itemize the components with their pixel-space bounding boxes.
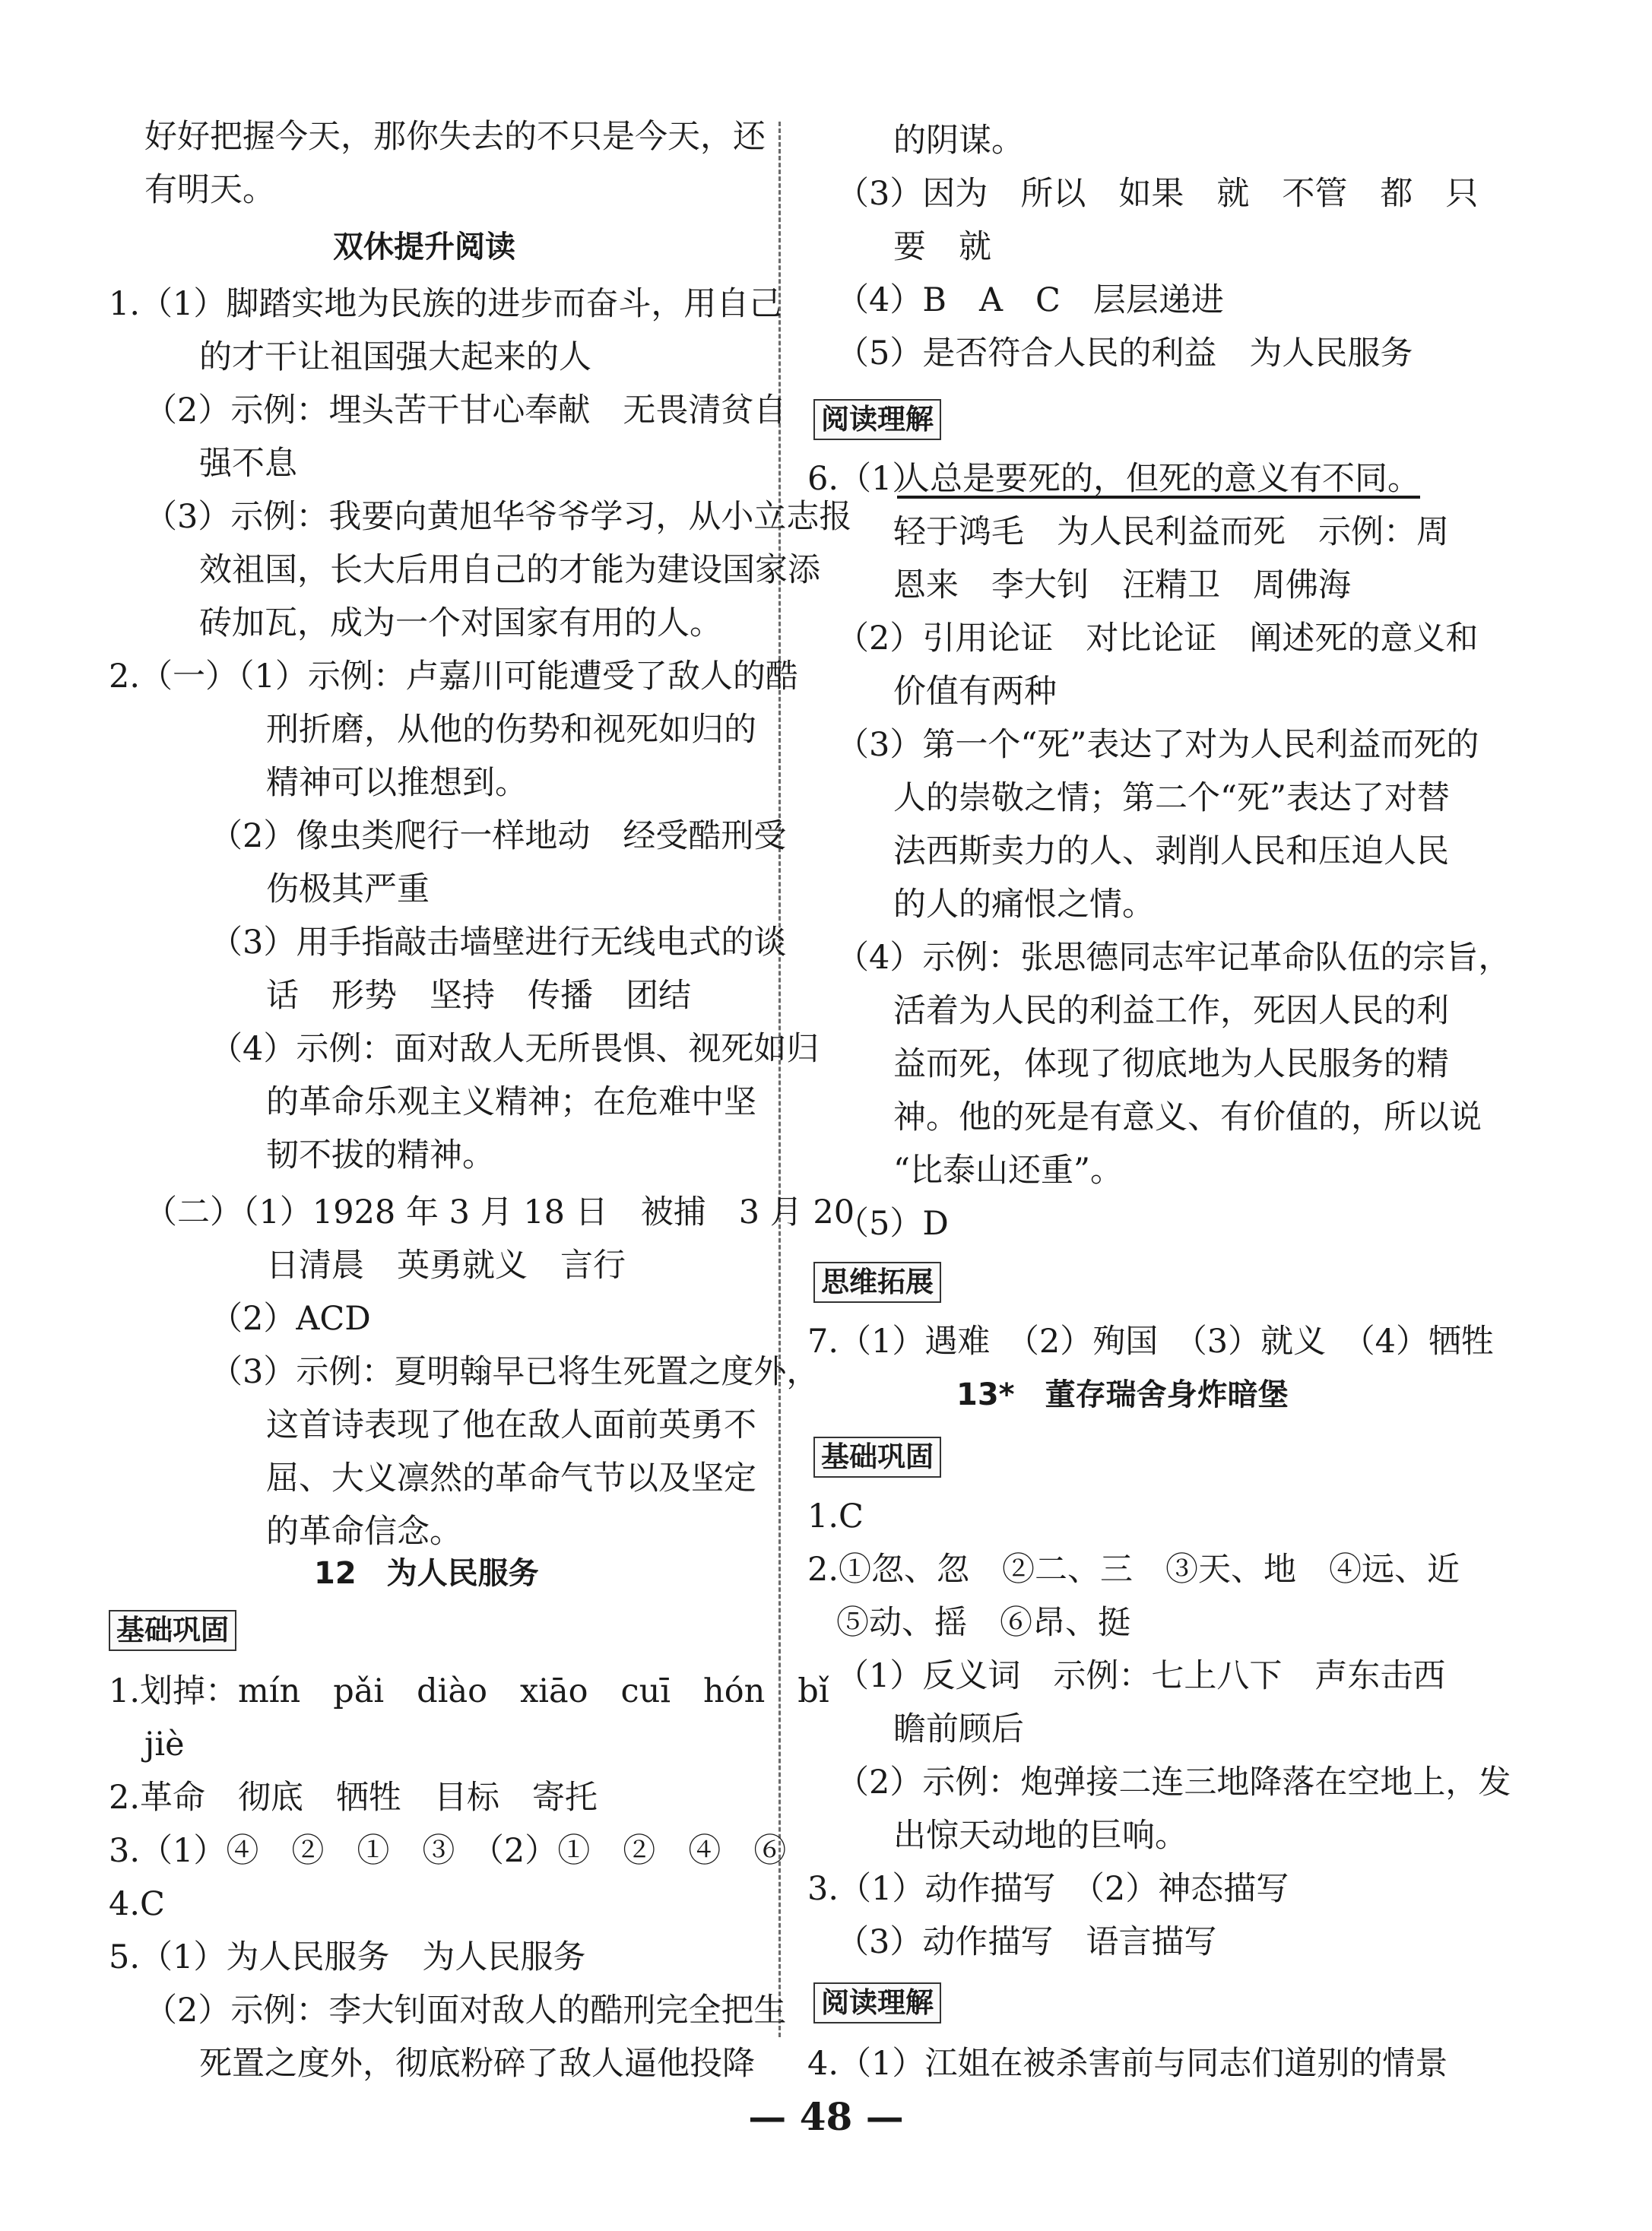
answer-line: 死置之度外，彻底粉碎了敌人逼他投降 xyxy=(199,2045,755,2083)
answer-line: “比泰山还重”。 xyxy=(893,1152,1123,1190)
answer-line: （4）示例：张思德同志牢记革命队伍的宗旨， xyxy=(836,939,1511,977)
section-box-thinking: 思维拓展 xyxy=(813,1262,941,1303)
underlined-quote: 人总是要死的，但死的意义有不同。 xyxy=(897,460,1420,498)
answer-line: （2）像虫类爬行一样地动 经受酷刑受 xyxy=(210,817,787,855)
section-title: 双休提升阅读 xyxy=(333,230,515,265)
text-line: 有明天。 xyxy=(144,171,275,209)
answer-line: 法西斯卖力的人、剥削人民和压迫人民 xyxy=(893,832,1449,870)
answer-line: （3）示例：我要向黄旭华爷爷学习，从小立志报 xyxy=(144,498,852,536)
answer-line: 要 就 xyxy=(893,228,991,266)
answer-line: （4）B A C 层层递进 xyxy=(836,281,1224,319)
answer-line: （2）示例：埋头苦干甘心奉献 无畏清贫自 xyxy=(144,391,787,429)
answer-line: 5.（1）为人民服务 为人民服务 xyxy=(109,1938,586,1976)
answer-line: （2）示例：炮弹接二连三地降落在空地上，发 xyxy=(836,1764,1511,1802)
answer-line: 这首诗表现了他在敌人面前英勇不 xyxy=(266,1406,756,1444)
answer-line: 强不息 xyxy=(199,445,297,483)
answer-line: （1）反义词 示例：七上八下 声东击西 xyxy=(836,1657,1446,1695)
answer-line: 韧不拔的精神。 xyxy=(266,1136,495,1174)
answer-line: 的人的痛恨之情。 xyxy=(893,886,1155,924)
answer-line: 瞻前顾后 xyxy=(893,1710,1024,1748)
answer-line: 7.（1）遇难 （2）殉国 （3）就义 （4）牺牲 xyxy=(807,1323,1494,1361)
answer-line: jiè xyxy=(144,1726,185,1764)
answer-line: 4.（1）江姐在被杀害前与同志们道别的情景 xyxy=(807,2045,1448,2083)
answer-line: （4）示例：面对敌人无所畏惧、视死如归 xyxy=(210,1030,820,1068)
answer-line: 的革命信念。 xyxy=(266,1513,462,1551)
answer-line: （2）ACD xyxy=(210,1300,371,1338)
section-box-basic: 基础巩固 xyxy=(813,1437,941,1478)
answer-line: 4.C xyxy=(109,1885,165,1923)
answer-line: 话 形势 坚持 传播 团结 xyxy=(266,977,691,1015)
answer-line: 伤极其严重 xyxy=(266,870,430,908)
answer-line: 屈、大义凛然的革命气节以及坚定 xyxy=(266,1459,756,1497)
answer-line: 刑折磨，从他的伤势和视死如归的 xyxy=(266,711,756,749)
answer-line: ⑤动、摇 ⑥昂、挺 xyxy=(836,1604,1130,1642)
answer-line: 益而死，体现了彻底地为人民服务的精 xyxy=(893,1045,1449,1083)
section-box-reading: 阅读理解 xyxy=(813,1982,941,2023)
answer-line: 日清晨 英勇就义 言行 xyxy=(266,1247,626,1285)
answer-line: 2.革命 彻底 牺牲 目标 寄托 xyxy=(109,1779,598,1817)
section-box-basic: 基础巩固 xyxy=(109,1610,236,1651)
answer-line: 1.划掉：mín pǎi diào xiāo cuī hón bǐ xyxy=(109,1672,829,1710)
answer-line: （2）示例：李大钊面对敌人的酷刑完全把生 xyxy=(144,1992,787,2030)
answer-line: （5）D xyxy=(836,1205,949,1243)
answer-line: 的革命乐观主义精神；在危难中坚 xyxy=(266,1083,756,1121)
answer-line: 1.C xyxy=(807,1497,864,1535)
answer-line: 2.①忽、忽 ②二、三 ③天、地 ④远、近 xyxy=(807,1551,1460,1589)
answer-line: 轻于鸿毛 为人民利益而死 示例：周 xyxy=(893,513,1449,551)
answer-line: 恩来 李大钊 汪精卫 周佛海 xyxy=(893,566,1351,604)
lesson-title: 13* 董存瑞舍身炸暗堡 xyxy=(956,1377,1289,1412)
answer-line: 3.（1）动作描写 （2）神态描写 xyxy=(807,1870,1289,1908)
answer-line: 价值有两种 xyxy=(893,673,1057,711)
answer-line: 砖加瓦，成为一个对国家有用的人。 xyxy=(199,604,722,642)
answer-line: （3）动作描写 语言描写 xyxy=(836,1923,1217,1961)
text-line: 好好把握今天，那你失去的不只是今天，还 xyxy=(144,118,766,156)
answer-line: 效祖国，长大后用自己的才能为建设国家添 xyxy=(199,551,820,589)
answer-line: 神。他的死是有意义、有价值的，所以说 xyxy=(893,1098,1482,1136)
answer-line: 3.（1）④ ② ① ③ （2）① ② ④ ⑥ xyxy=(109,1832,787,1870)
answer-line: 活着为人民的利益工作，死因人民的利 xyxy=(893,992,1449,1030)
answer-line: （3）示例：夏明翰早已将生死置之度外， xyxy=(210,1353,820,1391)
page-number: — 48 — xyxy=(748,2094,904,2139)
answer-line: （5）是否符合人民的利益 为人民服务 xyxy=(836,334,1413,372)
answer-line: 6.（1） xyxy=(807,460,925,498)
answer-line: 的阴谋。 xyxy=(893,122,1024,160)
answer-line: （3）因为 所以 如果 就 不管 都 只 xyxy=(836,175,1479,213)
answer-line: （3）用手指敲击墙壁进行无线电式的谈 xyxy=(210,924,787,962)
answer-line: 出惊天动地的巨响。 xyxy=(893,1817,1187,1855)
answer-line: （3）第一个“死”表达了对为人民利益而死的 xyxy=(836,726,1479,764)
answer-line: （二）（1）1928 年 3 月 18 日 被捕 3 月 20 xyxy=(144,1193,855,1231)
answer-line: 2.（一）（1）示例：卢嘉川可能遭受了敌人的酷 xyxy=(109,658,798,696)
answer-line: （2）引用论证 对比论证 阐述死的意义和 xyxy=(836,620,1479,658)
lesson-title: 12 为人民服务 xyxy=(314,1556,539,1591)
answer-line: 1.（1）脚踏实地为民族的进步而奋斗，用自己 xyxy=(109,285,782,323)
answer-line: 精神可以推想到。 xyxy=(266,764,528,802)
answer-line: 的才干让祖国强大起来的人 xyxy=(199,338,591,376)
answer-line: 人的崇敬之情；第二个“死”表达了对替 xyxy=(893,779,1450,817)
section-box-reading: 阅读理解 xyxy=(813,399,941,440)
